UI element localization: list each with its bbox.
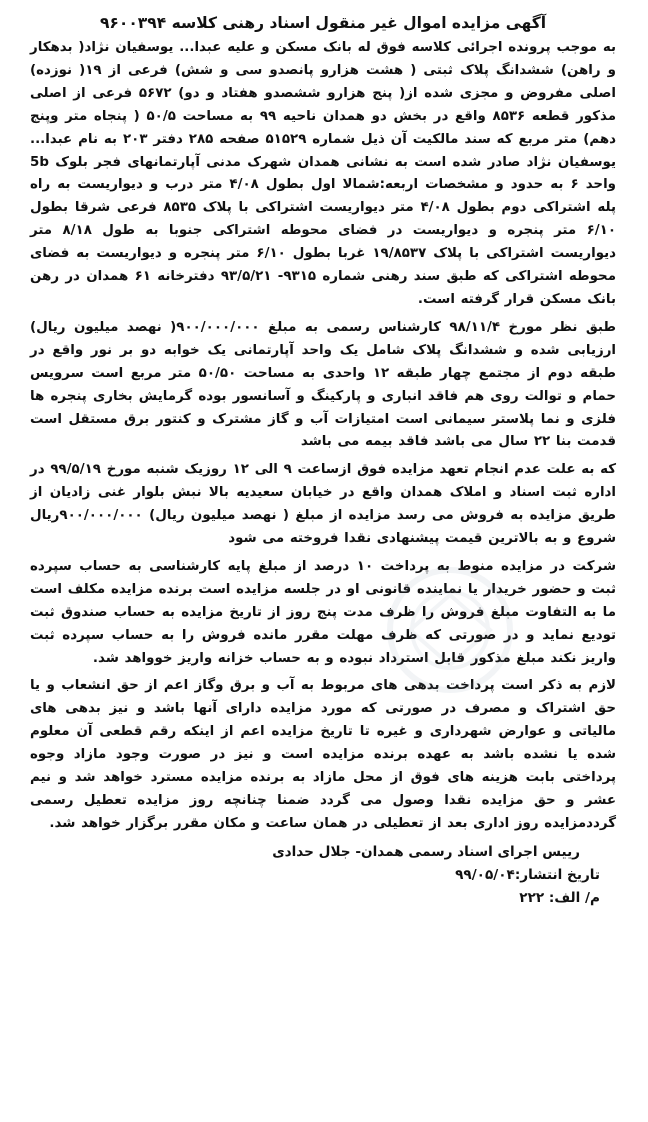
signature-block	[30, 841, 616, 910]
reference-number: م/ الف: ۲۲۲	[519, 889, 600, 906]
notice-paragraph-property: به موجب پرونده اجرائی کلاسه فوق له بانک مسکن و علیه عبدا... یوسفیان نژاد( بدهکار و راهن) ششدانگ پلاک ثبتی ( هشت هزارو پانصدو سی و شش) فرعی از ۱۹( نوزده) اصلی مفروض و مجزی شده از( پنج هزارو ششصدو هفتاد و دو) ۵۶۷۲ فرعی از اصلی مذکور قطعه ۸۵۳۶ واقع در بخش دو همدان ناحیه ۹۹ به مساحت ۵۰/۵ ( پنجاه متر وپنج دهم) متر مربع که سند مالکیت آن ذیل شماره ۵۱۵۲۹ صفحه ۲۸۵ دفتر ۲۰۳ به نام عبدا... یوسفیان نژاد صادر شده است به نشانی همدان شهرک مدنی آپارتمانهای فجر بلوک 5b واحد ۶ به حدود و مشخصات اربعه:شمالا اول بطول ۴/۰۸ متر درب و دیواریست به راه پله اشتراکی دوم بطول ۴/۰۸ متر دیواریست اشتراکی با پلاک ۸۵۳۵ فرعی شرقا بطول ۶/۱۰ متر پنجره و دیواریست در فضای محوطه اشتراکی جنوبا به طول ۸/۱۸ متر دیواریست اشتراکی با پلاک ۱۹/۸۵۳۷ غربا بطول ۶/۱۰ متر پنجره و دیواریست به فضای محوطه اشتراکی که طبق سند رهنی شماره ۹۳۱۵- ۹۳/۵/۲۱ دفترخانه ۶۱ همدان در رهن بانک مسکن قرار گرفته است.	[30, 40, 617, 307]
notice-document	[6, 4, 642, 1116]
notice-paragraph-debts: لازم به ذکر است پرداخت بدهی های مربوط به آب و برق وگاز اعم از حق انشعاب و یا حق اشتراک و مصرف در صورتی که مورد مزایده دارای آنها باشد و نیز بدهی های مالیاتی و عوارض شهرداری و غیره تا تاریخ مزایده اعم از اینکه رقم قطعی آن معلوم شده یا نشده باشد به عهده برنده مزایده است و نیز در صورت وجود مازاد وجوه پرداختی بابت هزینه های فوق از محل مازاد به برنده مزایده مسترد خواهد شد و نیم عشر و حق مزایده نقدا وصول می گردد ضمنا چنانچه روز مزایده تعطیل رسمی گرددمزایده روز اداری بعد از تعطیلی در همان ساعت و مکان مقرر برگزار خواهد شد.	[30, 678, 616, 831]
publish-date: تاریخ انتشار:۹۹/۰۵/۰۴	[455, 866, 600, 883]
notice-paragraph-appraisal: طبق نظر مورخ ۹۸/۱۱/۴ کارشناس رسمی به مبلغ ۹۰۰/۰۰۰/۰۰۰( نهصد میلیون ریال) ارزیابی شده و ششدانگ پلاک شامل یک واحد آپارتمانی یک خوابه دو بر نور واقع در طبقه دوم از مجتمع چهار طبقه ۱۲ واحدی به مساحت ۵۰/۵۰ متر مربع است سرویس حمام و توالت روی هم فاقد انباری و پارکینگ و آسانسور بوده گرمایش بخاری پنجره ها فلزی و نما پلاستر سیمانی است امتیازات آب و گاز مشترک و کنتور برق مستقل است قدمت بنا ۲۲ سال می باشد فاقد بیمه می باشد	[30, 319, 617, 450]
official-signature: رییس اجرای اسناد رسمی همدان- جلال حدادی	[272, 843, 580, 860]
notice-paragraph-participation: شرکت در مزایده منوط به پرداخت ۱۰ درصد از مبلغ پایه کارشناسی به حساب سپرده ثبت و حضور خریدار یا نماینده قانونی او در جلسه مزایده است برنده مزایده مکلف است ما به التفاوت مبلغ فروش را ظرف مدت پنج روز از تاریخ مزایده به حساب صندوق ثبت تودیع نماید و در صورتی که ظرف مهلت مقرر مانده فروش را به حساب سپرده ثبت واریز نکند مبلغ مذکور قابل استرداد نبوده و به حساب خزانه واریز خوواهد شد.	[30, 558, 616, 666]
notice-title: آگهی مزایده اموال غیر منقول اسناد رهنی کلاسه ۹۶۰۰۳۹۴	[99, 14, 547, 32]
notice-paragraph-auction-time: که به علت عدم انجام تعهد مزایده فوق ازساعت ۹ الی ۱۲ روزیک شنبه مورخ ۹۹/۵/۱۹ در اداره ثبت اسناد و املاک همدان واقع در خیابان سعیدیه بالا نبش بلوار غنی زادیان از طریق مزایده به فروش می رسد مزایده از مبلغ ( نهصد میلیون ریال) ۹۰۰/۰۰۰/۰۰۰ریال شروع و به بالاترین قیمت پیشنهادی نقدا فروخته می شود	[30, 462, 616, 547]
